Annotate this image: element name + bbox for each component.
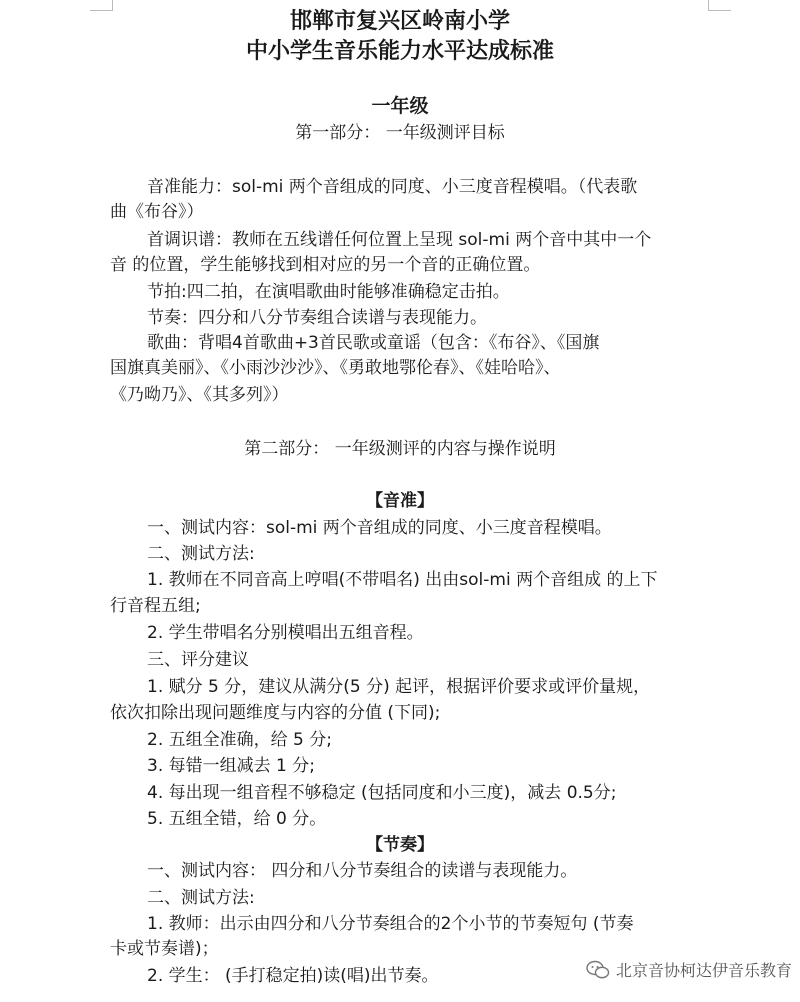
watermark — [586, 958, 792, 981]
pitch-line: 二、测试方法: — [147, 544, 255, 564]
part1-line: 国旗真美丽》、《小雨沙沙沙》、《勇敢地鄂伦春》、《娃哈哈》、 — [110, 358, 561, 378]
part1-line: 首调识谱：教师在五线谱任何位置上呈现 sol-mi 两个音中其中一个 — [147, 230, 652, 250]
part1-line: 节拍:四二拍，在演唱歌曲时能够准确稳定击拍。 — [147, 282, 510, 302]
pitch-line: 行音程五组; — [110, 596, 201, 616]
part1-line: 歌曲：背唱4首歌曲+3首民歌或童谣（包含：《布谷》、《国旗 — [147, 333, 600, 353]
rhythm-line: 二、测试方法: — [147, 888, 255, 908]
pitch-line: 1. 赋分 5 分，建议从满分(5 分) 起评，根据评价要求或评价量规， — [147, 677, 651, 697]
rhythm-line: 一、测试内容： 四分和八分节奏组合的读谱与表现能力。 — [147, 861, 578, 881]
grade-heading: 一年级 — [371, 95, 429, 117]
part1-line: 《乃呦乃》、《其多列》） — [110, 385, 289, 405]
part1-line: 曲《布谷》） — [110, 202, 204, 222]
school-title: 邯郸市复兴区岭南小学 — [289, 9, 510, 34]
watermark-text: 北京音协柯达伊音乐教育 — [615, 961, 792, 980]
part1-line: 音 的位置，学生能够找到相对应的另一个音的正确位置。 — [110, 255, 541, 275]
pitch-line: 3. 每错一组减去 1 分; — [147, 756, 315, 776]
rhythm-line: 2. 学生： (手打稳定拍)读(唱)出节奏。 — [147, 966, 439, 986]
pitch-line: 一、测试内容：sol-mi 两个音组成的同度、小三度音程模唱。 — [147, 518, 612, 538]
pitch-line: 2. 五组全准确，给 5 分; — [147, 730, 332, 750]
wechat-icon — [586, 960, 610, 980]
part2-heading: 第二部分： 一年级测评的内容与操作说明 — [244, 439, 556, 459]
pitch-line: 4. 每出现一组音程不够稳定 (包括同度和小三度)，减去 0.5分; — [147, 783, 617, 803]
standard-title: 中小学生音乐能力水平达成标准 — [245, 39, 554, 64]
rhythm-section-heading: 【节奏】 — [366, 835, 434, 855]
rhythm-line: 1. 教师：出示由四分和八分节奏组合的2个小节的节奏短句 (节奏 — [147, 914, 634, 934]
part1-line: 音准能力：sol-mi 两个音组成的同度、小三度音程模唱。（代表歌 — [147, 177, 638, 197]
pitch-line: 三、评分建议 — [147, 650, 249, 670]
rhythm-line: 卡或节奏谱)； — [110, 939, 219, 959]
pitch-line: 依次扣除出现问题维度与内容的分值 (下同); — [110, 703, 441, 723]
part1-heading: 第一部分： 一年级测评目标 — [295, 123, 505, 143]
pitch-line: 2. 学生带唱名分别模唱出五组音程。 — [147, 623, 424, 643]
pitch-line: 1. 教师在不同音高上哼唱(不带唱名) 出由sol-mi 两个音组成 的上下 — [147, 570, 658, 590]
part1-line: 节奏：四分和八分节奏组合读谱与表现能力。 — [147, 308, 487, 328]
pitch-line: 5. 五组全错，给 0 分。 — [147, 809, 327, 829]
pitch-section-heading: 【音准】 — [366, 491, 434, 511]
